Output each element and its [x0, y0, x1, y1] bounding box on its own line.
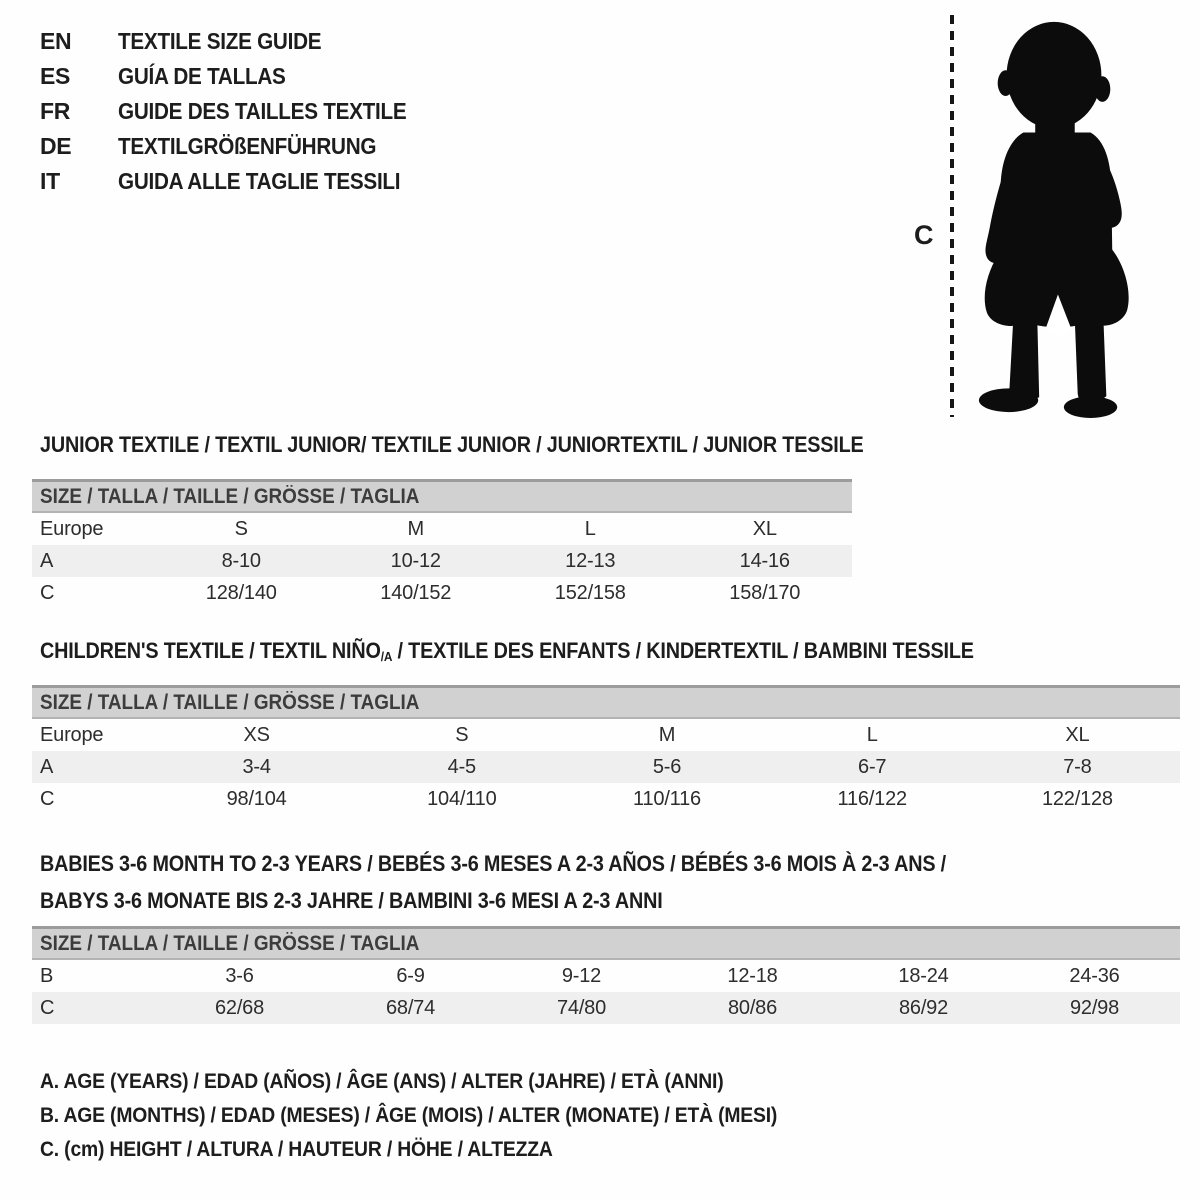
table-cell: 6-9 [396, 964, 425, 987]
language-row [40, 24, 439, 59]
row-label: A [40, 755, 54, 778]
table-header-row [32, 719, 1180, 751]
table-cell: S [455, 723, 469, 746]
table-cell: 104/110 [427, 787, 497, 810]
table-cell: XS [243, 723, 270, 746]
title-prefix: CHILDREN'S TEXTILE / TEXTIL NIÑO [40, 638, 381, 663]
row-label: A [40, 549, 54, 572]
table-cell: 24-36 [1069, 964, 1120, 987]
size-header-bar [32, 926, 1180, 960]
table-cell: 140/152 [380, 581, 452, 604]
table-cell: L [866, 723, 878, 746]
table-row [32, 992, 1180, 1024]
table-cell: 3-4 [242, 755, 271, 778]
language-label [118, 168, 432, 195]
language-label [118, 63, 304, 90]
language-row [40, 94, 439, 129]
table-cell: 5-6 [652, 755, 682, 778]
table-cell: 12-13 [565, 549, 616, 572]
table-cell: XL [1065, 723, 1090, 746]
table-cell: 98/104 [226, 787, 287, 810]
language-row [40, 164, 439, 199]
table-cell: 110/116 [633, 787, 701, 810]
table-cell: 92/98 [1069, 996, 1120, 1019]
table-cell: M [658, 723, 676, 746]
table-cell: 4-5 [447, 755, 476, 778]
table-cell: 122/128 [1041, 787, 1113, 810]
table-row [32, 751, 1180, 783]
language-label-text: TEXTILE SIZE GUIDE [118, 28, 322, 54]
size-header-text: SIZE / TALLA / TAILLE / GRÖSSE / TAGLIA [40, 690, 420, 714]
table-cell: 68/74 [385, 996, 436, 1019]
row-label: Europe [40, 723, 104, 746]
language-label-text: TEXTILGRÖßENFÜHRUNG [118, 133, 377, 159]
height-dashed-line [950, 15, 954, 417]
table-row [32, 577, 852, 609]
language-label-text: GUIDA ALLE TAGLIE TESSILI [118, 168, 401, 194]
table-cell: 18-24 [898, 964, 949, 987]
section-title [40, 638, 1180, 663]
size-header-text: SIZE / TALLA / TAILLE / GRÖSSE / TAGLIA [40, 484, 420, 508]
table-cell: 3-6 [225, 964, 254, 987]
table-cell: 62/68 [214, 996, 265, 1019]
row-label: C [40, 996, 55, 1019]
language-label [118, 28, 344, 55]
language-code: ES [40, 63, 71, 89]
legend-line [40, 1098, 859, 1132]
table-cell: 6-7 [858, 755, 887, 778]
table-cell: 152/158 [554, 581, 626, 604]
table-row [32, 545, 852, 577]
table-cell: S [234, 517, 248, 540]
section-title [40, 432, 864, 457]
toddler-silhouette-icon [964, 14, 1142, 419]
table-cell: XL [752, 517, 777, 540]
babies-size-table [32, 960, 1180, 1024]
table-cell: 128/140 [205, 581, 277, 604]
section-childrens-textile [32, 638, 1180, 815]
size-header-bar [32, 479, 852, 513]
language-code: IT [40, 168, 60, 194]
size-header-text: SIZE / TALLA / TAILLE / GRÖSSE / TAGLIA [40, 931, 420, 955]
children-size-table [32, 719, 1180, 815]
row-label: Europe [40, 517, 104, 540]
table-cell: 10-12 [390, 549, 441, 572]
table-cell: 80/86 [727, 996, 778, 1019]
language-list [40, 24, 439, 199]
measure-c-label: C [914, 220, 934, 250]
table-cell: 12-18 [727, 964, 778, 987]
table-cell: L [584, 517, 596, 540]
table-cell: 116/122 [837, 787, 907, 810]
section-babies-textile [32, 845, 1180, 1024]
language-label-text: GUIDE DES TAILLES TEXTILE [118, 98, 407, 124]
language-label-text: GUÍA DE TALLAS [118, 63, 286, 89]
table-cell: 158/170 [729, 581, 801, 604]
section-title-text: JUNIOR TEXTILE / TEXTIL JUNIOR/ TEXTILE JUNIOR / JUNIORTEXTIL / JUNIOR TESSILE [40, 432, 864, 457]
size-header-bar [32, 685, 1180, 719]
language-row [40, 59, 439, 94]
junior-size-table [32, 513, 852, 609]
table-cell: 14-16 [739, 549, 790, 572]
legend-list [40, 1064, 859, 1166]
table-cell: 9-12 [561, 964, 602, 987]
section-title-line1: BABIES 3-6 MONTH TO 2-3 YEARS / BEBÉS 3-6 MESES A 2-3 AÑOS / BÉBÉS 3-6 MOIS À 2-3 ANS / [40, 851, 946, 876]
section-title [40, 845, 1180, 919]
language-code: EN [40, 28, 72, 54]
row-label: C [40, 787, 55, 810]
section-title-text [40, 638, 974, 664]
title-subscript: /A [380, 648, 393, 664]
language-code: FR [40, 98, 71, 124]
table-row [32, 783, 1180, 815]
legend-line-text: B. AGE (MONTHS) / EDAD (MESES) / ÂGE (MOIS) / ALTER (MONATE) / ETÀ (MESI) [40, 1103, 778, 1127]
section-junior-textile [32, 432, 864, 609]
table-cell: 8-10 [221, 549, 261, 572]
title-suffix: / TEXTILE DES ENFANTS / KINDERTEXTIL / BAMBINI TESSILE [392, 638, 974, 663]
table-cell: 74/80 [556, 996, 607, 1019]
legend-line-text: A. AGE (YEARS) / EDAD (AÑOS) / ÂGE (ANS) / ALTER (JAHRE) / ETÀ (ANNI) [40, 1069, 724, 1093]
legend-line [40, 1064, 859, 1098]
language-row [40, 129, 439, 164]
legend-line [40, 1132, 859, 1166]
table-cell: M [407, 517, 424, 540]
legend-line-text: C. (cm) HEIGHT / ALTURA / HAUTEUR / HÖHE / ALTEZZA [40, 1137, 553, 1161]
table-cell: 7-8 [1063, 755, 1092, 778]
language-code: DE [40, 133, 72, 159]
language-label [118, 133, 405, 160]
table-cell: 86/92 [898, 996, 949, 1019]
measurement-figure [900, 12, 1160, 424]
row-label: C [40, 581, 55, 604]
table-row [32, 960, 1180, 992]
section-title-line2: BABYS 3-6 MONATE BIS 2-3 JAHRE / BAMBINI 3-6 MESI A 2-3 ANNI [40, 888, 663, 913]
row-label: B [40, 964, 54, 987]
table-header-row [32, 513, 852, 545]
language-label [118, 98, 439, 125]
